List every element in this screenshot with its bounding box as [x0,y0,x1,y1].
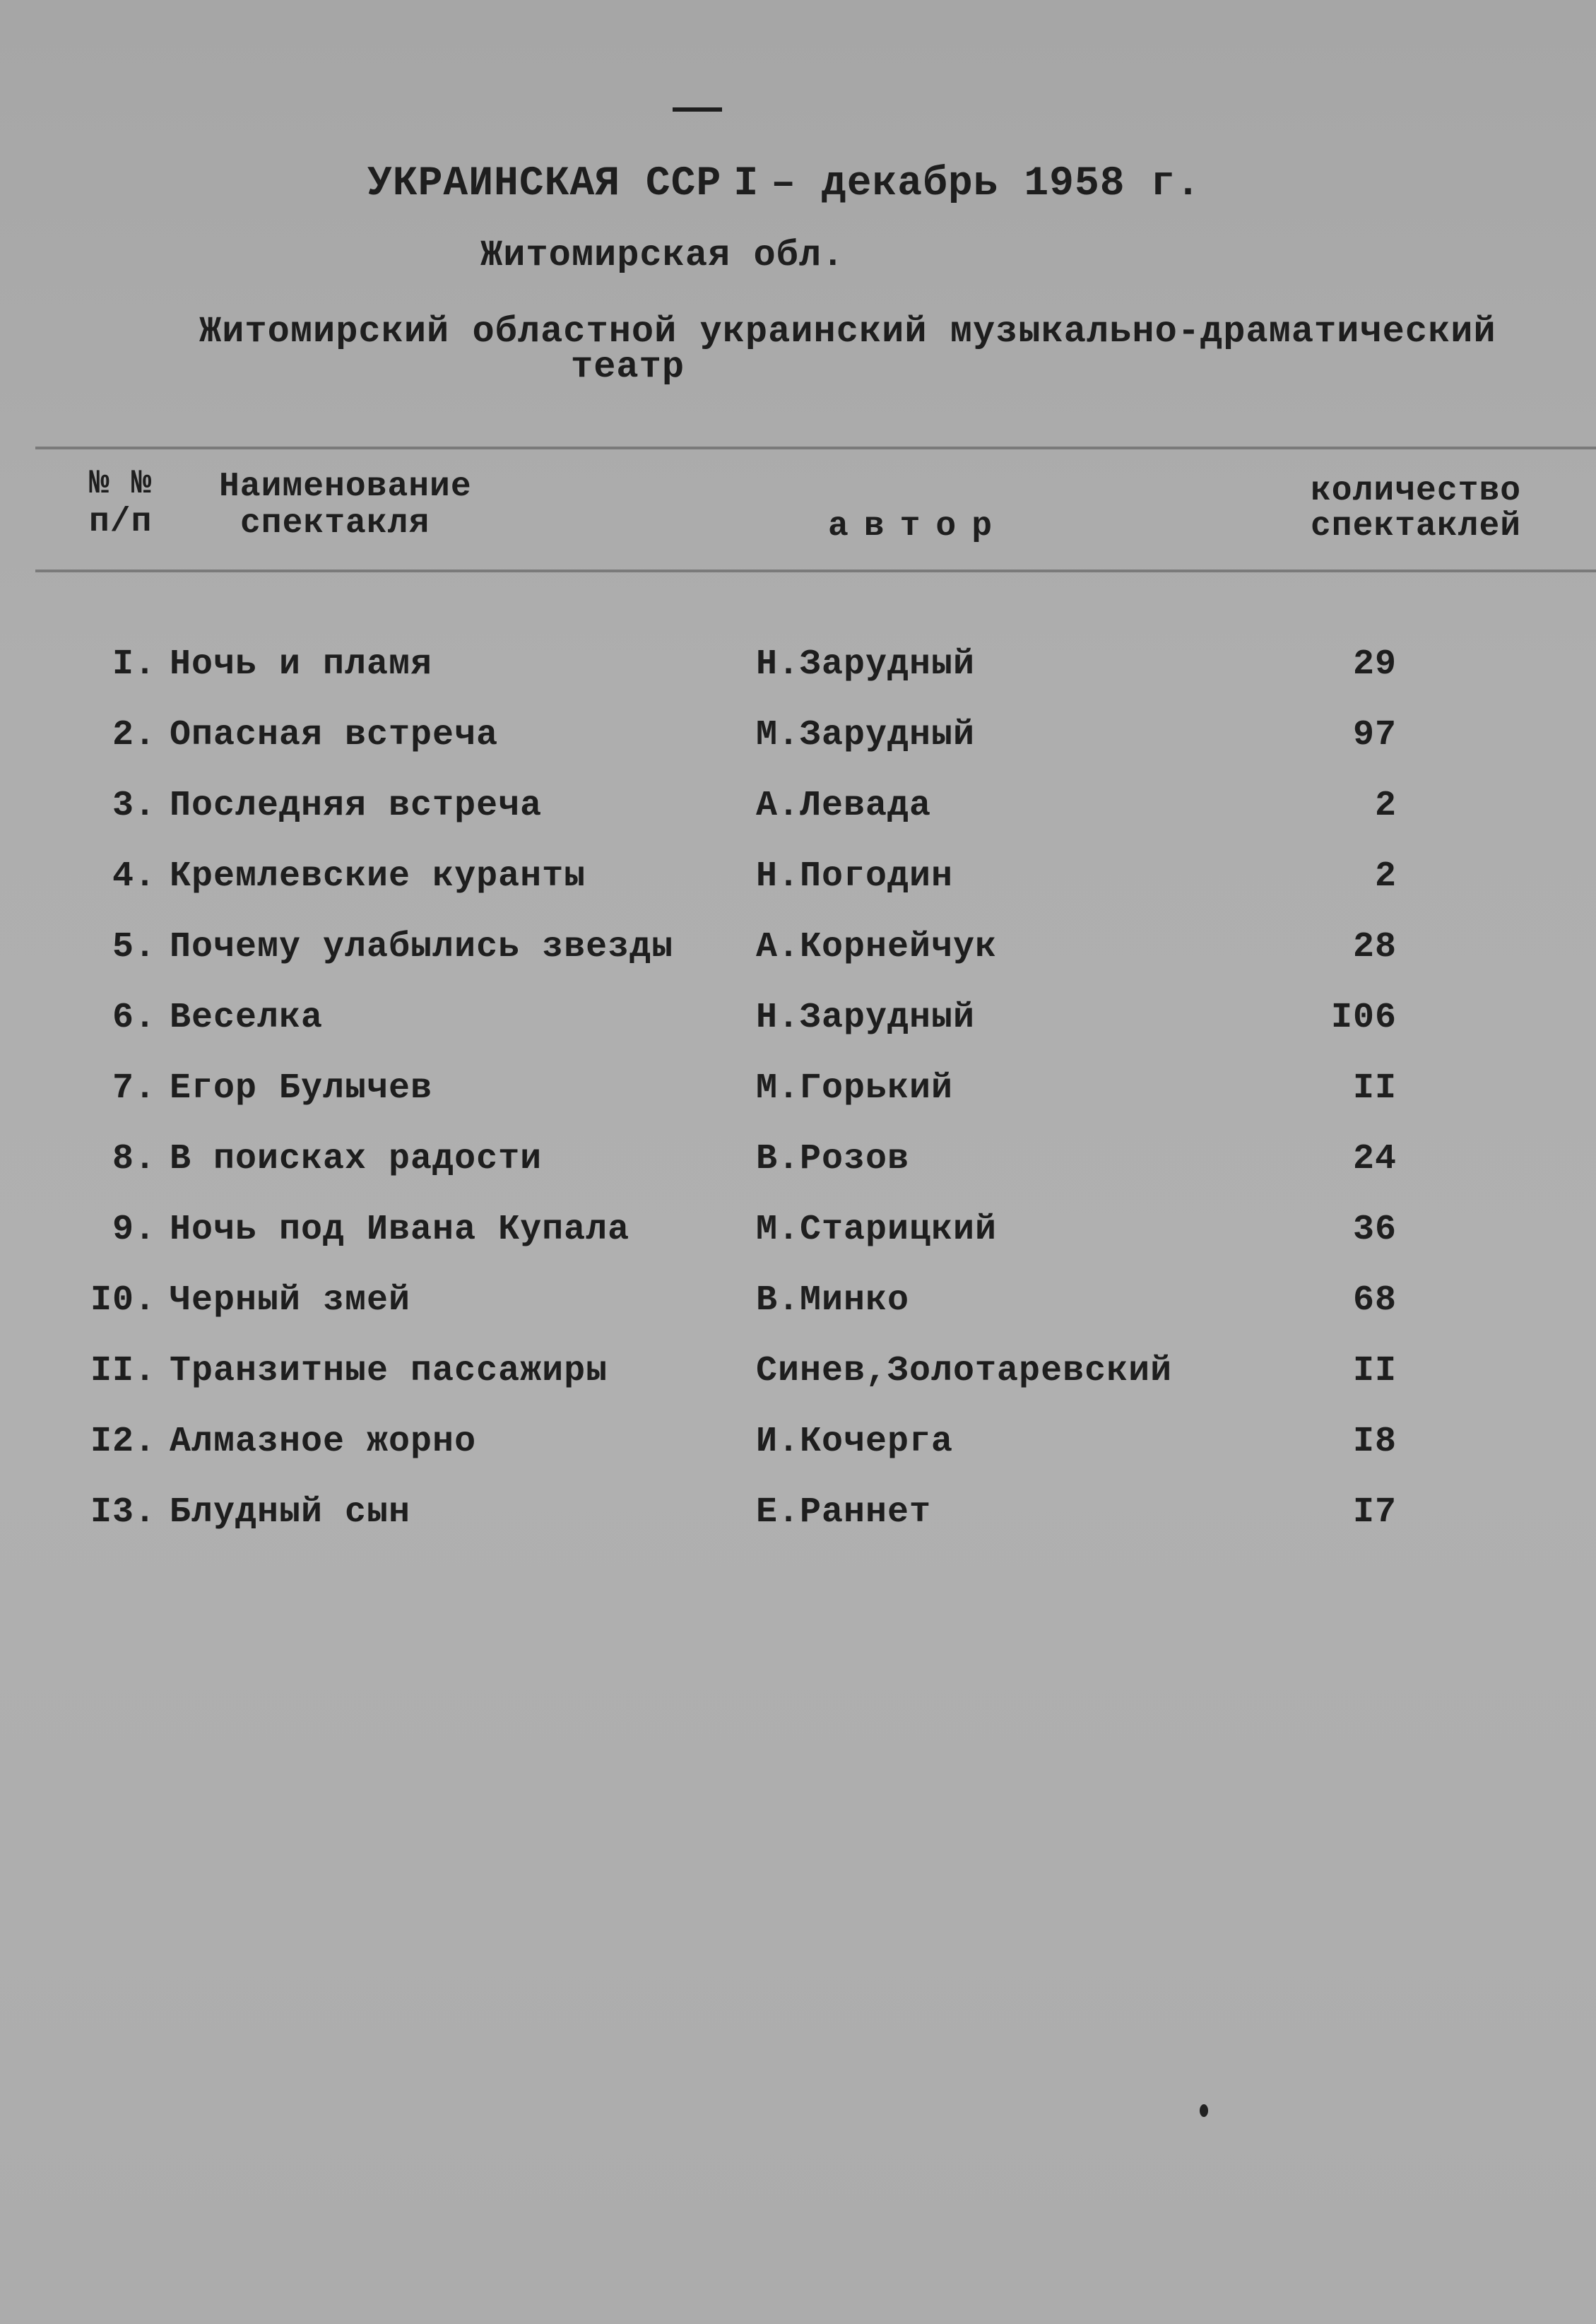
row-author: В.Розов [756,1139,910,1179]
row-author: И.Кочерга [756,1422,954,1462]
row-title: Последняя встреча [170,786,543,826]
row-title: Ночь и пламя [170,644,433,685]
row-author: Н.Зарудный [756,644,976,685]
period-text: – декабрь 1958 г. [771,161,1201,207]
row-title: Кремлевские куранты [170,856,586,897]
row-author: А.Левада [756,786,932,826]
row-number: I0. [90,1280,156,1321]
region-text: Житомирская обл. [480,235,845,276]
row-count: 29 [1352,644,1397,685]
table-row [0,644,1596,701]
row-author: Н.Погодин [756,856,954,897]
header-republic-line [367,161,1201,207]
row-count: I7 [1352,1492,1397,1533]
row-count: 97 [1352,715,1397,755]
row-count: II [1352,1351,1397,1391]
row-number: 3. [112,786,156,826]
row-title: Черный змей [170,1280,411,1321]
row-count: 36 [1352,1210,1397,1250]
row-count: I06 [1330,998,1397,1038]
republic-text: УКРАИНСКАЯ ССР [367,161,722,207]
handwritten-mark: I [733,161,759,207]
table-row [0,1280,1596,1337]
column-header-number: № № [89,465,153,503]
row-number: 5. [112,927,156,967]
row-title: Веселка [170,998,324,1038]
row-author: М.Старицкий [756,1210,998,1250]
column-header-number-sub: п/п [89,503,153,541]
row-title: Транзитные пассажиры [170,1351,608,1391]
table-row [0,927,1596,984]
table-row [0,856,1596,913]
table-row [0,1068,1596,1125]
table-row [0,998,1596,1054]
row-number: 6. [112,998,156,1038]
row-author: В.Минко [756,1280,910,1321]
row-author: Н.Зарудный [756,998,976,1038]
row-title: Почему улабылись звезды [170,927,674,967]
row-number: 4. [112,856,156,897]
row-author: А.Корнейчук [756,927,998,967]
row-count: 28 [1352,927,1397,967]
row-number: I3. [90,1492,156,1533]
column-header-count: количество [1311,472,1522,510]
theatre-name-line1: Житомирский областной украинский музыкально-драматический [199,311,1496,353]
row-number: 9. [112,1210,156,1250]
row-title: В поисках радости [170,1139,543,1179]
row-number: 8. [112,1139,156,1179]
row-number: I. [112,644,156,685]
theatre-name-line2: театр [571,346,685,388]
row-author: Синев,Золотаревский [756,1351,1173,1391]
column-header-title-sub: спектакля [240,505,430,543]
row-count: 68 [1352,1280,1397,1321]
table-row [0,1422,1596,1478]
row-number: 7. [112,1068,156,1109]
ink-speck [1200,2104,1208,2117]
table-row [0,1351,1596,1408]
row-title: Егор Булычев [170,1068,433,1109]
table-row [0,786,1596,842]
column-header-count-sub: спектаклей [1311,507,1522,545]
row-count: 24 [1352,1139,1397,1179]
handwritten-stroke [673,107,722,112]
table-row [0,715,1596,772]
row-author: М.Горький [756,1068,954,1109]
row-title: Блудный сын [170,1492,411,1533]
row-number: II. [90,1351,156,1391]
table-header-rule [35,570,1596,572]
row-number: 2. [112,715,156,755]
row-author: Е.Раннет [756,1492,932,1533]
row-title: Опасная встреча [170,715,499,755]
row-title: Алмазное жорно [170,1422,477,1462]
table-row [0,1492,1596,1549]
column-header-author: автор [828,507,1008,545]
row-count: II [1352,1068,1397,1109]
table-top-rule [35,447,1596,449]
row-count: 2 [1374,856,1397,897]
row-author: М.Зарудный [756,715,976,755]
row-count: 2 [1374,786,1397,826]
table-row [0,1139,1596,1196]
row-number: I2. [90,1422,156,1462]
table-row [0,1210,1596,1266]
row-count: I8 [1352,1422,1397,1462]
row-title: Ночь под Ивана Купала [170,1210,630,1250]
column-header-title: Наименование [219,468,472,506]
